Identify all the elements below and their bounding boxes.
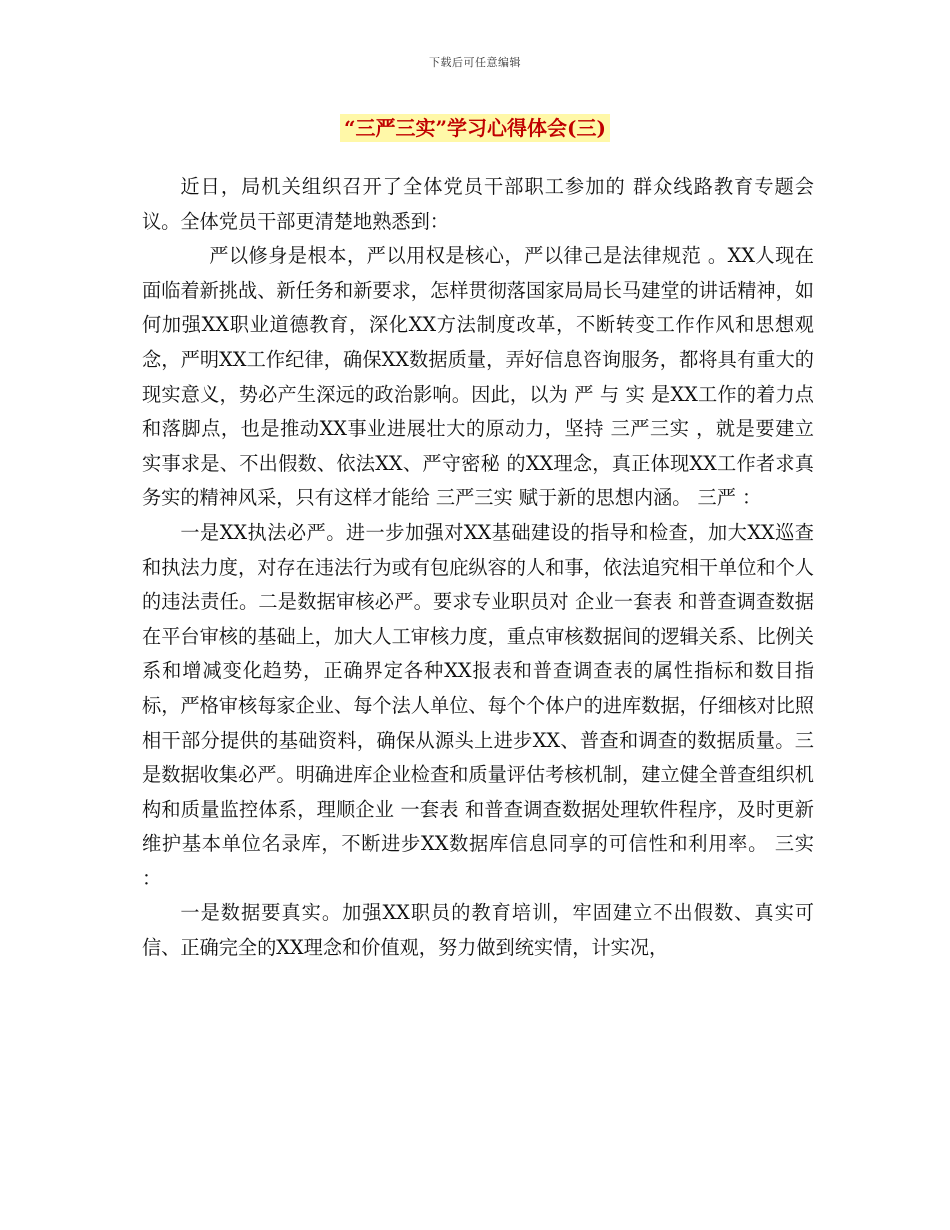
- document-title: “三严三实”学习心得体会(三): [340, 114, 610, 142]
- document-title-wrapper: [0, 114, 950, 142]
- paragraph-2: 严以修身是根本，严以用权是核心，严以律己是法律规范 。XX人现在面临着新挑战、新任务和新要求，怎样贯彻落国家局局长马建堂的讲话精神，如何加强XX职业道德教育，深化XX方法制度改革，不断转变工作作风和思想观念，严明XX工作纪律，确保XX数据质量，弄好信息咨询服务，都将具有重大的现实意义，势必产生深远的政治影响。因此，以为 严 与 实 是XX工作的着力点和落脚点，也是推动XX事业进展壮大的原动力，坚持 三严三实 ，就是要建立 实事求是、不出假数、依法XX、严守密秘 的XX理念，真正体现XX工作者求真务实的精神风采，只有这样才能给 三严三实 赋于新的思想内涵。 三严 ：: [142, 244, 814, 510]
- paragraph-4: 一是数据要真实。加强XX职员的教育培训，牢固建立不出假数、真实可信、正确完全的XX理念和价值观，努力做到统实情，计实况，: [142, 901, 814, 960]
- document-body: [142, 170, 814, 966]
- paragraph-1: 近日，局机关组织召开了全体党员干部职工参加的 群众线路教育专题会议。全体党员干部更清楚地熟悉到：: [142, 175, 814, 233]
- header-note: 下载后可任意编辑: [429, 56, 521, 69]
- paragraph-3: 一是XX执法必严。进一步加强对XX基础建设的指导和检查，加大XX巡查和执法力度，对存在违法行为或有包庇纵容的人和事，依法追究相干单位和个人的违法责任。二是数据审核必严。要求专业职员对 企业一套表 和普查调查数据在平台审核的基础上，加大人工审核力度，重点审核数据间的逻辑关系、比例关系和增减变化趋势，正确界定各种XX报表和普查调查表的属性指标和数目指标，严格审核每家企业、每个法人单位、每个个体户的进库数据，仔细核对比照相干部分提供的基础资料，确保从源头上进步XX、普查和调查的数据质量。三是数据收集必严。明确进库企业检查和质量评估考核机制，建立健全普查组织机构和质量监控体系，理顺企业 一套表 和普查调查数据处理软件程序，及时更新维护基本单位名录库，不断进步XX数据库信息同享的可信性和利用率。 三实 ：: [142, 520, 814, 890]
